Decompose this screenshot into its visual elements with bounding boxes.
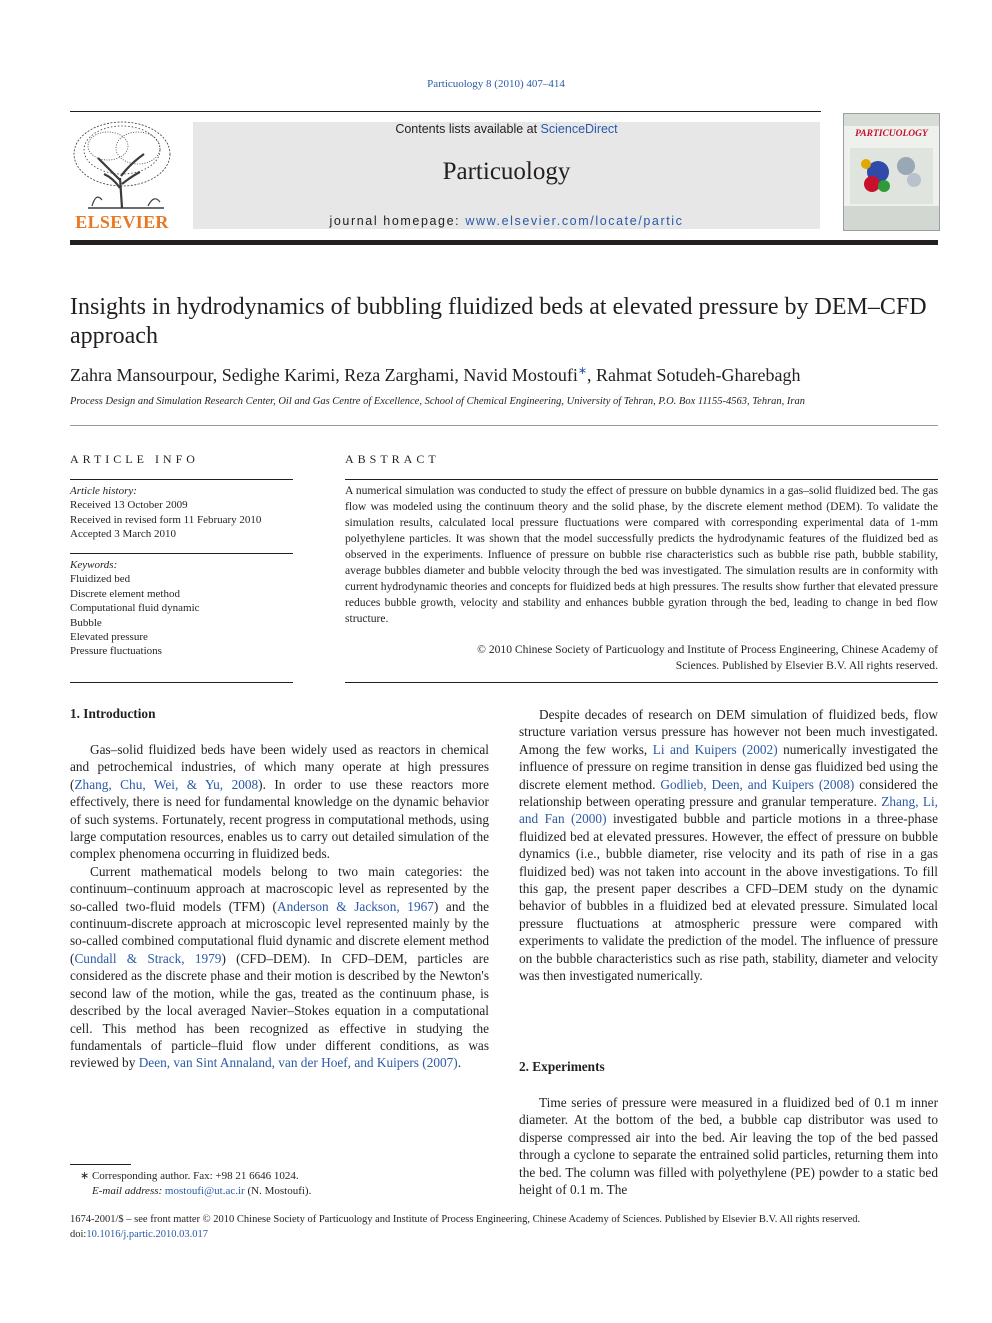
tree-icon <box>68 118 176 210</box>
abstract-copyright <box>345 642 938 674</box>
author-list <box>70 364 950 386</box>
email-label: E-mail address: <box>92 1184 165 1197</box>
intro-p3-text: Despite decades of research on DEM simulation of fluidized beds, flow structure variation versus pressure has however not been much investigated. Among the few works, <box>519 707 938 757</box>
intro-p3-text: numerically investigated the influence of pressure on regime transition in dense gas fluidized bed using the discrete element method. <box>519 741 938 792</box>
journal-title: Particuology <box>442 158 571 185</box>
accepted-date: Accepted 3 March 2010 <box>70 528 176 541</box>
journal-homepage <box>193 214 820 228</box>
intro-p2-text: ) and the continuum-discrete approach at microscopic level represented mainly by the so-called combined computational fluid dynamic and discrete element method ( <box>70 898 489 966</box>
keyword-item: Elevated pressure <box>70 631 148 644</box>
journal-citation[interactable]: Particuology 8 (2010) 407–414 <box>427 78 565 90</box>
experiments-paragraph-1: Time series of pressure were measured in a fluidized bed of 0.1 m inner diameter. At the bottom of the bed, a bubble cap distributor was used to disperse compressed air into the bed. Air leaving the top of the bed passed through a cyclone to separate the entrained solid particles, returning them into the bed. The column was filled with polyethylene (PE) powder to a static bed height of 0.1 m. The <box>519 1095 938 1198</box>
intro-p3-text: investigated bubble and particle motions in a three-phase fluidized bed at elevated pressures. However, the effect of pressure on bubble dynamics (i.e., bubble diameter, rise velocity and its path of rise in a gas fluidized bed) was not taken into account in the above investigations. To fill this gap, the present paper describes a CFD–DEM study on the dynamic behavior of bubbles in a fluidized bed at elevated pressure. Simulated local pressure fluctuations at atmospheric pressure were compared with experiments to validate the prediction of the model. The influence of pressure on the bubble characteristics such as rise path, stability, diameter and velocity was then investigated numerically. <box>519 811 938 984</box>
citation-link[interactable]: Deen, van Sint Annaland, van der Hoef, and Kuipers (2007) <box>138 1055 458 1071</box>
intro-paragraph-2 <box>70 863 489 1072</box>
sciencedirect-link[interactable]: ScienceDirect <box>540 122 618 136</box>
abstract-rule <box>345 479 938 480</box>
journal-cover-thumbnail[interactable] <box>843 113 940 231</box>
front-matter-line: 1674-2001/$ – see front matter © 2010 Chinese Society of Particuology and Institute of Process Engineering, Chinese Academy of Sciences. Published by Elsevier B.V. All rights reserved. <box>70 1214 861 1225</box>
keywords-label: Keywords: <box>70 559 118 571</box>
intro-paragraph-3 <box>519 706 938 985</box>
authors-text: Zahra Mansourpour, Sedighe Karimi, Reza Zarghami, Navid Mostoufi <box>70 365 578 385</box>
copyright-line-1: © 2010 Chinese Society of Particuology and Institute of Process Engineering, Chinese Academy of <box>477 643 938 656</box>
article-history <box>70 484 293 542</box>
corresponding-author-mark[interactable]: ∗ <box>577 365 588 377</box>
corresponding-author-note: ∗ Corresponding author. Fax: +98 21 6646 1024. <box>80 1170 299 1182</box>
email-line <box>70 1184 489 1199</box>
keyword-item: Fluidized bed <box>70 573 131 586</box>
abstract-heading: ABSTRACT <box>345 452 440 466</box>
intro-p1-text: ). In order to use these reactors more effectively, there is need for fundamental knowledge on the dynamic behavior of such systems. Fortunately, recent progress in computational methods, using large computation resources, enables us to carry out detailed simulation of the complex phenomena occurring in fluidized beds. <box>70 776 489 862</box>
contents-prefix: Contents lists available at <box>395 122 541 136</box>
doi-link[interactable]: 10.1016/j.partic.2010.03.017 <box>86 1228 208 1240</box>
abstract-bottom-rule <box>345 682 938 683</box>
keyword-item: Bubble <box>70 616 102 629</box>
elsevier-logo <box>68 118 176 233</box>
cover-title: PARTICUOLOGY <box>855 129 928 139</box>
citation-link[interactable]: Li and Kuipers (2002) <box>652 741 778 757</box>
header-rule <box>70 111 821 112</box>
footnote <box>70 1169 489 1198</box>
contents-line <box>193 122 820 136</box>
doi-label: doi: <box>70 1228 87 1240</box>
experiments-heading: 2. Experiments <box>519 1059 605 1074</box>
article-info-bottom-rule <box>70 682 293 683</box>
experiments-text <box>519 1094 938 1198</box>
email-link[interactable]: mostoufi@ut.ac.ir <box>164 1184 245 1197</box>
article-title: Insights in hydrodynamics of bubbling fluidized beds at elevated pressure by DEM–CFD approach <box>70 294 927 349</box>
cover-artwork-icon <box>844 114 939 230</box>
affiliation-rule <box>70 425 938 426</box>
affiliation: Process Design and Simulation Research Center, Oil and Gas Centre of Excellence, School of Chemical Engineering, University of Tehran, P.O. Box 11155-4563, Tehran, Iran <box>70 396 805 407</box>
doi-line <box>70 1228 950 1243</box>
elsevier-wordmark: ELSEVIER <box>75 212 169 232</box>
intro-p1-text: Gas–solid fluidized beds have been widely used as reactors in chemical and petrochemical industries, of which many operate at high pressures ( <box>70 742 489 792</box>
intro-p2-text: Current mathematical models belong to two main categories: the continuum–continuum approach at macroscopic level as represented by the so-called two-fluid models (TFM) ( <box>70 863 489 914</box>
history-label: Article history: <box>70 485 137 497</box>
citation-link[interactable]: Anderson & Jackson, 1967 <box>276 898 434 914</box>
intro-p2-text: . <box>457 1055 462 1071</box>
intro-p3-text: considered the relationship between operating pressure and granular temperature. <box>519 776 938 810</box>
keywords-rule <box>70 553 293 554</box>
article-info-heading: ARTICLE INFO <box>70 452 199 466</box>
abstract-text: A numerical simulation was conducted to study the effect of pressure on bubble dynamics in a gas–solid fluidized bed. The gas flow was modeled using the continuum theory and the solid phase, by the discrete element method (DEM). To validate the simulation results, calculated local pressure fluctuations were compared with corresponding experimental data of 1-mm polyethylene particles. It was shown that the model successfully predicts the hydrodynamic features of the fluidized bed as observed in the experiments. Influence of pressure on bubble rise characteristics such as bubble rise path, bubble stability, average bubbles diameter and bubble velocity through the bed was investigated. The simulation results are in conformity with current hydrodynamic theories and concepts for fluidized beds at high pressures. The results show further that elevated pressure reduces bubble growth, velocity and stability and enhances bubble gyration through the bed, leading to change in bed flow structure. <box>345 484 938 625</box>
citation-link[interactable]: Godlieb, Deen, and Kuipers (2008) <box>660 776 855 792</box>
bottom-matter <box>70 1213 950 1242</box>
right-column <box>519 706 938 985</box>
received-date: Received 13 October 2009 <box>70 499 188 512</box>
homepage-link[interactable]: www.elsevier.com/locate/partic <box>465 214 684 228</box>
footnote-rule <box>70 1164 131 1165</box>
keyword-item: Computational fluid dynamic <box>70 602 200 615</box>
keywords-block <box>70 558 293 659</box>
email-tail: (N. Mostoufi). <box>244 1184 312 1197</box>
keyword-item: Discrete element method <box>70 587 180 600</box>
left-column <box>70 741 489 1072</box>
authors-tail: , Rahmat Sotudeh-Gharebagh <box>587 365 801 385</box>
keyword-item: Pressure fluctuations <box>70 645 162 658</box>
article-info-rule <box>70 479 293 480</box>
intro-p2-text: ) (CFD–DEM). In CFD–DEM, particles are considered as the discrete phase and their motion is described by the Newton's second law of the motion, while the gas, treated as the continuum phase, is described by the local averaged Navier–Stokes equation in a computational cell. This method has been recognized as effective in studying the fundamentals of particle–fluid flow under different conditions, as was reviewed by <box>70 950 489 1071</box>
homepage-prefix: journal homepage: <box>329 214 466 228</box>
citation-link[interactable]: Cundall & Strack, 1979 <box>74 950 222 966</box>
introduction-heading: 1. Introduction <box>70 706 156 721</box>
intro-paragraph-1 <box>70 741 489 863</box>
header-thick-rule <box>70 240 938 245</box>
copyright-line-2: Sciences. Published by Elsevier B.V. All rights reserved. <box>675 659 938 672</box>
citation-link[interactable]: Zhang, Li, and Fan (2000) <box>519 794 938 827</box>
citation-link[interactable]: Zhang, Chu, Wei, & Yu, 2008 <box>74 776 259 792</box>
revised-date: Received in revised form 11 February 2010 <box>70 513 262 526</box>
